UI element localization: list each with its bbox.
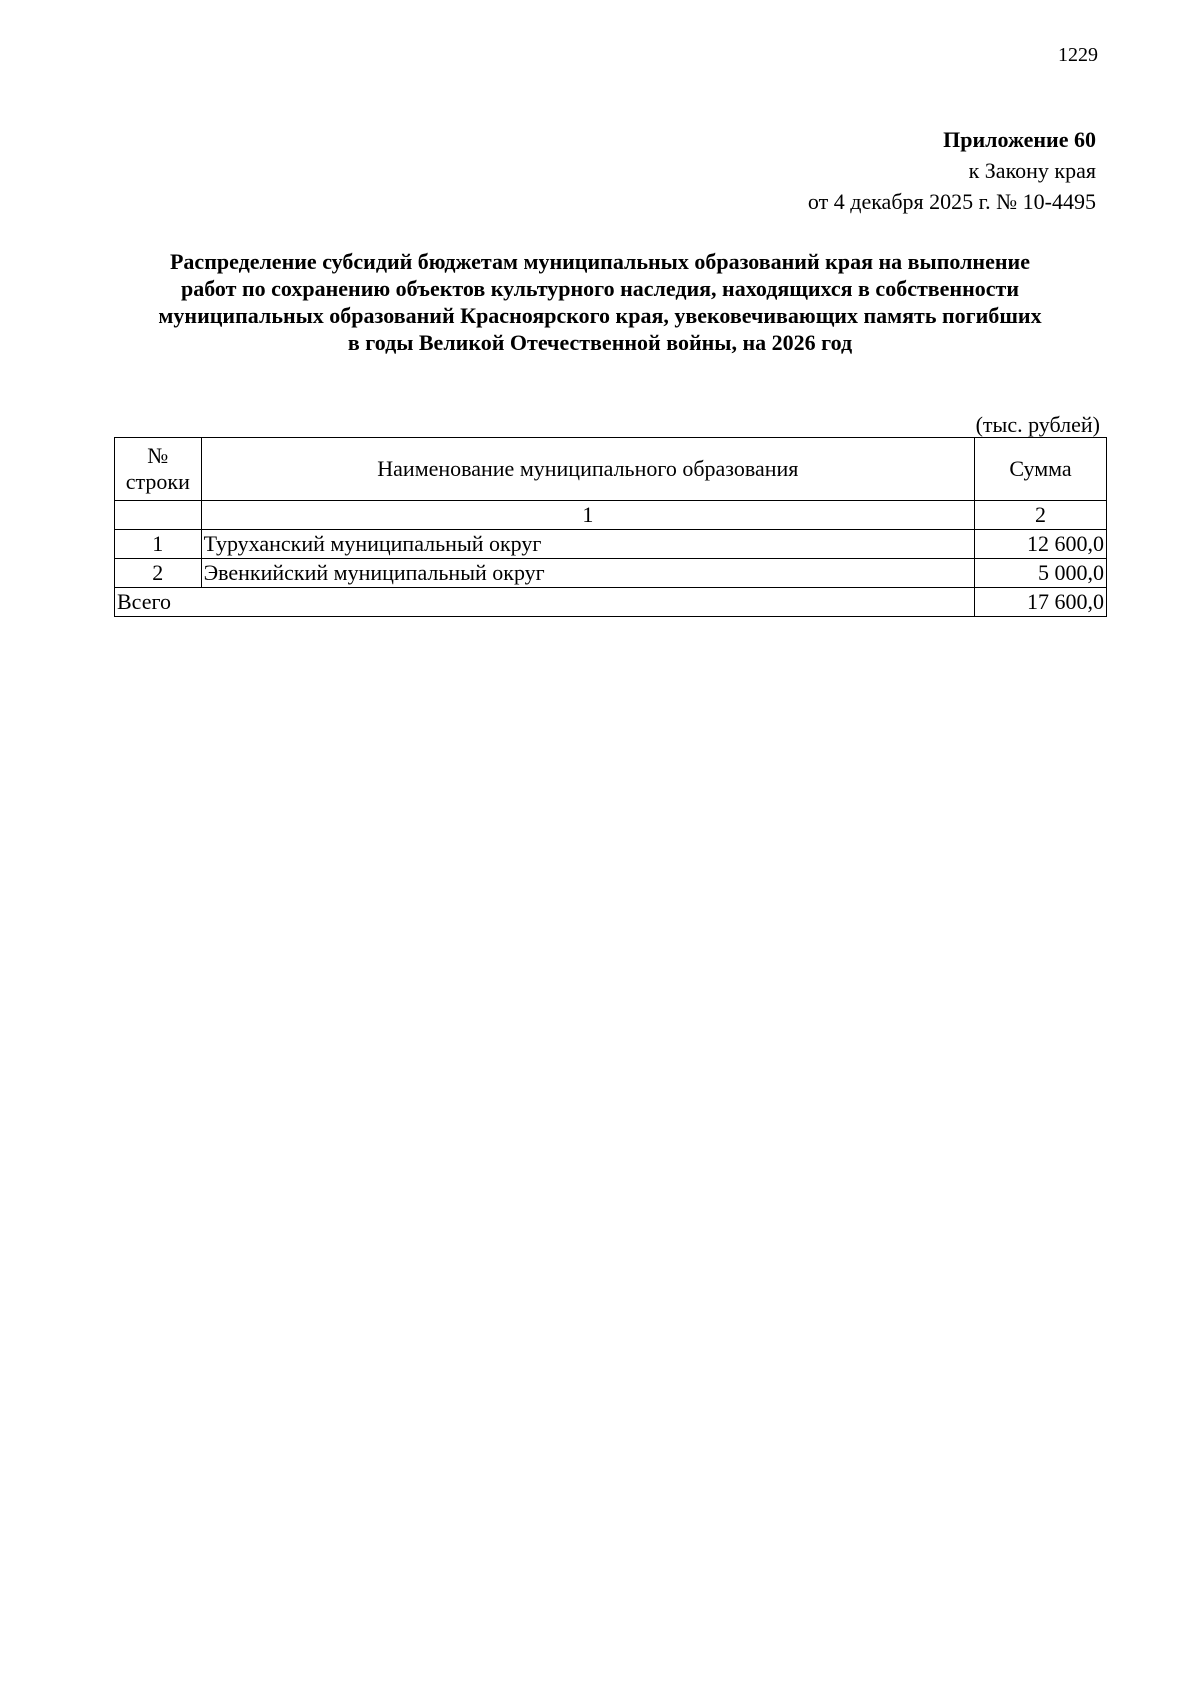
row-sum: 12 600,0 [975,530,1107,559]
row-number: 1 [115,530,202,559]
appendix-block [808,124,1096,217]
subsidy-table [114,437,1107,617]
units-label: (тыс. рублей) [975,412,1100,437]
table-index-row [115,501,1107,530]
appendix-date: от 4 декабря 2025 г. № 10-4495 [807,189,1096,214]
header-sum: Сумма [975,438,1107,501]
document-title [100,248,1100,356]
page-number: 1229 [1058,44,1098,66]
header-row-number [115,438,202,501]
appendix-title: Приложение 60 [943,127,1096,152]
title-line-1: Распределение субсидий бюджетам муниципальных образований края на выполнение [169,249,1030,274]
header-num-word: строки [125,469,190,494]
total-label: Всего [115,588,975,617]
table-row [115,559,1107,588]
header-num-sign: № [147,443,169,468]
index-cell-num [115,501,202,530]
header-municipality-name: Наименование муниципального образования [201,438,974,501]
title-line-3: муниципальных образований Красноярского края, увековечивающих память погибших [158,303,1042,328]
row-municipality: Туруханский муниципальный округ [201,530,974,559]
table-header-row [115,438,1107,501]
table-row [115,530,1107,559]
row-sum: 5 000,0 [975,559,1107,588]
index-cell-name: 1 [201,501,974,530]
index-cell-sum: 2 [975,501,1107,530]
title-line-2: работ по сохранению объектов культурного наследия, находящихся в собственности [180,276,1020,301]
row-municipality: Эвенкийский муниципальный округ [201,559,974,588]
table-total-row [115,588,1107,617]
appendix-law-ref: к Закону края [968,158,1096,183]
row-number: 2 [115,559,202,588]
total-sum: 17 600,0 [975,588,1107,617]
title-line-4: в годы Великой Отечественной войны, на 2026 год [347,330,853,355]
